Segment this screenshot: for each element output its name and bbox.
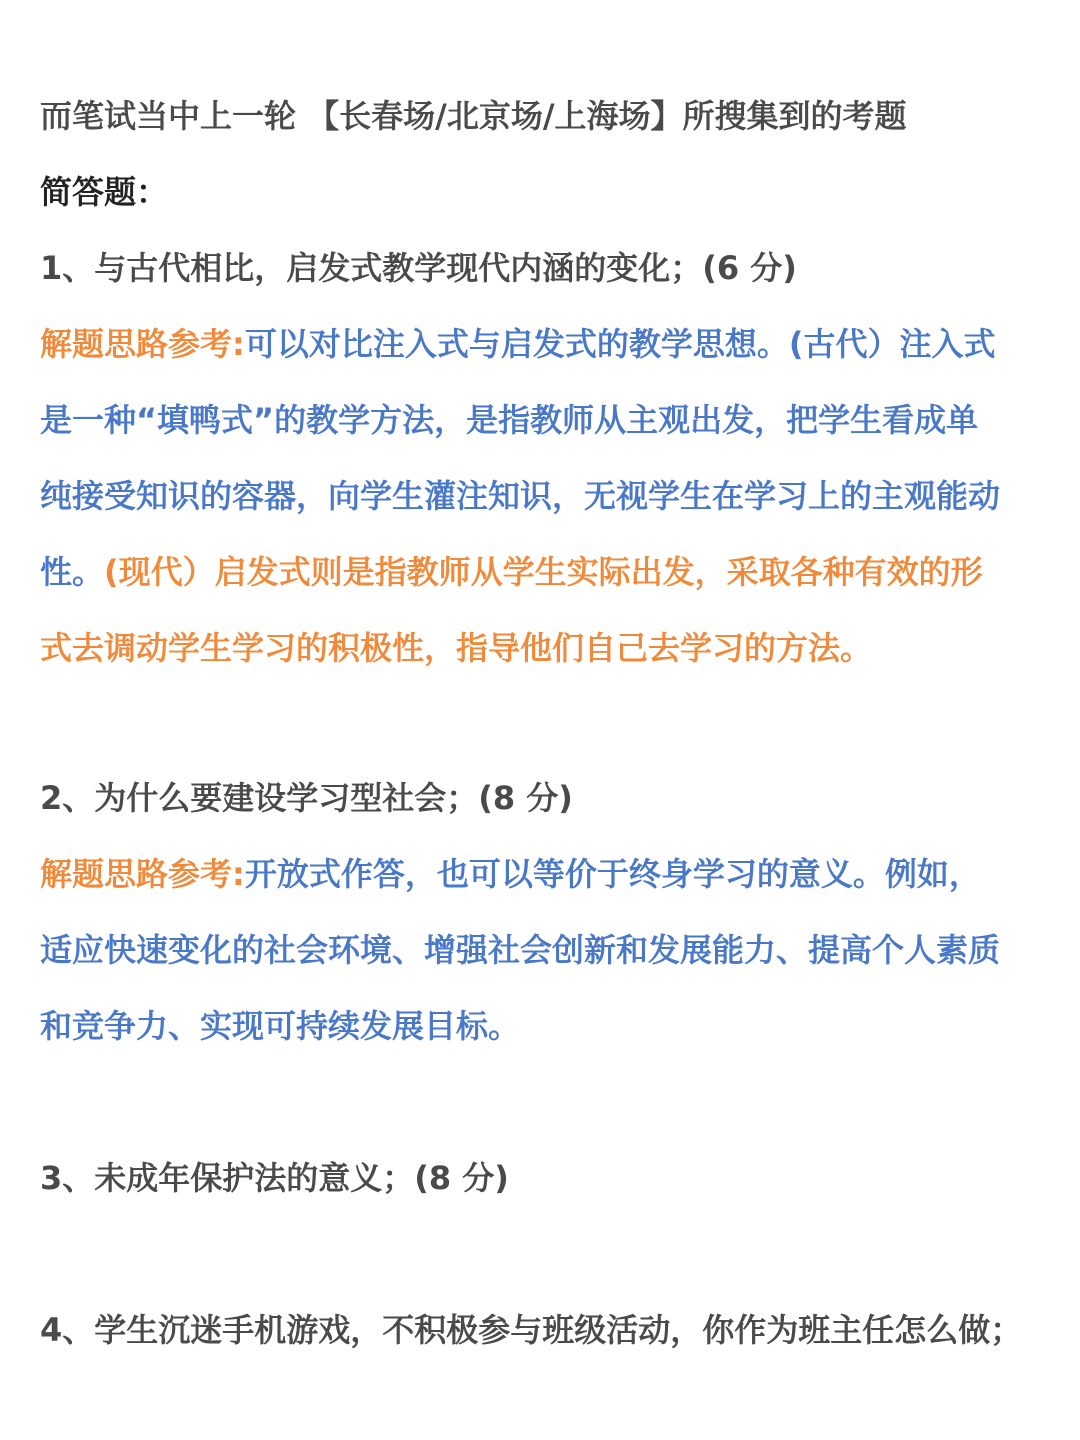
question-2-answer-line-2: 适应快速变化的社会环境、增强社会创新和发展能力、提高个人素质 xyxy=(40,931,1001,969)
question-1-answer-line-3: 纯接受知识的容器，向学生灌注知识，无视学生在学习上的主观能动 xyxy=(40,477,1001,515)
question-2-answer-line-3: 和竞争力、实现可持续发展目标。 xyxy=(40,1007,521,1045)
question-1-answer-line-4 xyxy=(40,552,1050,592)
question-2-hint-label: 解题思路参考: xyxy=(40,855,245,893)
section-title: 简答题： xyxy=(40,173,169,211)
question-2-title: 2、为什么要建设学习型社会；(8 分) xyxy=(40,779,573,817)
question-2-answer-text: 开放式作答，也可以等价于终身学习的意义。例如， xyxy=(244,855,981,893)
question-1-title: 1、与古代相比，启发式教学现代内涵的变化；(6 分) xyxy=(40,249,797,287)
question-1-answer-line-2: 是一种“填鸭式”的教学方法，是指教师从主观出发，把学生看成单 xyxy=(40,401,979,439)
question-1-hint-label: 解题思路参考: xyxy=(40,325,245,363)
question-2-answer-line-1 xyxy=(40,854,1050,894)
question-1-answer-line-5: 式去调动学生学习的积极性，指导他们自己去学习的方法。 xyxy=(40,629,873,667)
question-3-title: 3、未成年保护法的意义；(8 分) xyxy=(40,1159,509,1197)
question-4-title: 4、学生沉迷手机游戏，不积极参与班级活动，你作为班主任怎么做； xyxy=(40,1311,1023,1349)
question-1-modern-text: (现代）启发式则是指教师从学生实际出发，采取各种有效的形 xyxy=(104,553,983,591)
question-1-answer-text: 可以对比注入式与启发式的教学思想。(古代）注入式 xyxy=(244,325,996,363)
question-1-answer-text: 性。 xyxy=(40,553,105,591)
question-1-answer-line-1 xyxy=(40,324,1050,364)
intro-text: 而笔试当中上一轮 【长春场/北京场/上海场】所搜集到的考题 xyxy=(40,97,907,135)
